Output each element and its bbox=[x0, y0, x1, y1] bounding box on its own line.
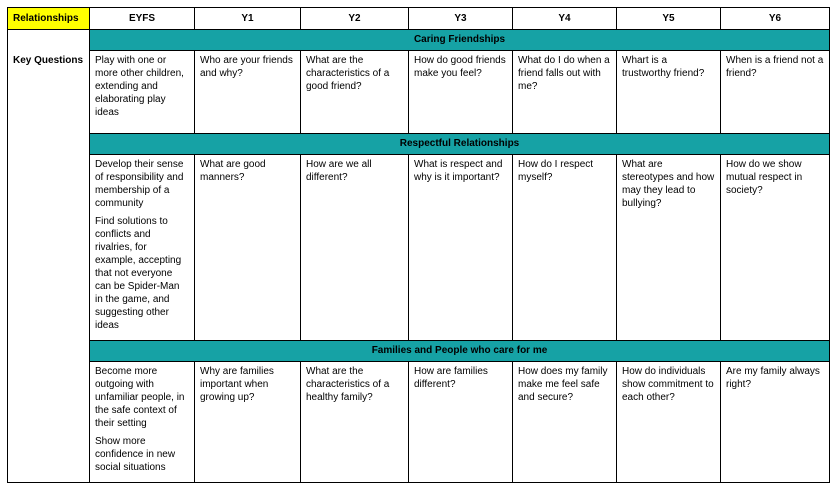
question-cell bbox=[409, 155, 513, 341]
topic-header: Relationships bbox=[8, 8, 90, 30]
question-cell bbox=[90, 362, 195, 483]
question-text: When is a friend not a friend? bbox=[726, 55, 824, 79]
questions-row bbox=[8, 51, 830, 134]
question-cell bbox=[195, 51, 301, 134]
section-band-row bbox=[8, 30, 830, 51]
year-header: Y2 bbox=[301, 8, 409, 30]
question-text: How do we show mutual respect in society? bbox=[726, 159, 803, 196]
question-cell bbox=[721, 155, 830, 341]
year-header: EYFS bbox=[90, 8, 195, 30]
question-cell bbox=[90, 51, 195, 134]
year-header: Y3 bbox=[409, 8, 513, 30]
question-cell bbox=[409, 362, 513, 483]
questions-row bbox=[8, 155, 830, 341]
section-title: Families and People who care for me bbox=[90, 341, 830, 362]
question-cell bbox=[301, 51, 409, 134]
section-band-row bbox=[8, 134, 830, 155]
question-cell bbox=[409, 51, 513, 134]
question-text: How do individuals show commitment to each other? bbox=[622, 366, 714, 403]
question-text: Why are families important when growing up? bbox=[200, 366, 274, 403]
year-header: Y1 bbox=[195, 8, 301, 30]
question-cell bbox=[513, 155, 617, 341]
relationships-curriculum-table bbox=[7, 7, 830, 483]
question-cell bbox=[617, 362, 721, 483]
question-cell bbox=[513, 51, 617, 134]
blank-cell bbox=[8, 155, 90, 341]
question-text: What are stereotypes and how may they lead to bullying? bbox=[622, 159, 715, 209]
year-header: Y6 bbox=[721, 8, 830, 30]
question-cell bbox=[513, 362, 617, 483]
blank-cell bbox=[8, 134, 90, 155]
question-text: Are my family always right? bbox=[726, 366, 820, 390]
question-text: Play with one or more other children, extending and elaborating play ideas bbox=[95, 55, 184, 118]
question-text: What is respect and why is it important? bbox=[414, 159, 503, 183]
question-text: How are we all different? bbox=[306, 159, 372, 183]
question-text: What are the characteristics of a healthy family? bbox=[306, 366, 390, 403]
question-cell bbox=[721, 362, 830, 483]
row-label: Key Questions bbox=[8, 51, 90, 134]
question-text: Whart is a trustworthy friend? bbox=[622, 55, 705, 79]
blank-cell bbox=[8, 30, 90, 51]
question-text: Become more outgoing with unfamiliar people, in the safe context of their setting bbox=[95, 366, 185, 429]
question-cell bbox=[301, 155, 409, 341]
question-cell bbox=[195, 155, 301, 341]
question-cell bbox=[617, 51, 721, 134]
question-text: Who are your friends and why? bbox=[200, 55, 293, 79]
question-cell bbox=[617, 155, 721, 341]
header-row bbox=[8, 8, 830, 30]
section-title: Caring Friendships bbox=[90, 30, 830, 51]
question-cell bbox=[301, 362, 409, 483]
question-cell bbox=[721, 51, 830, 134]
section-band-row bbox=[8, 341, 830, 362]
section-title: Respectful Relationships bbox=[90, 134, 830, 155]
question-text: Find solutions to conflicts and rivalries, for example, accepting that not everyone can be Spider-Man in the game, and suggesting other ideas bbox=[95, 216, 182, 331]
question-text: How does my family make me feel safe and secure? bbox=[518, 366, 608, 403]
question-text: Develop their sense of responsibility and membership of a community bbox=[95, 159, 184, 209]
blank-cell bbox=[8, 362, 90, 483]
question-text: What are the characteristics of a good friend? bbox=[306, 55, 390, 92]
question-text: What are good manners? bbox=[200, 159, 266, 183]
question-text: How do I respect myself? bbox=[518, 159, 594, 183]
question-text: What do I do when a friend falls out with me? bbox=[518, 55, 610, 92]
year-header: Y5 bbox=[617, 8, 721, 30]
question-cell bbox=[195, 362, 301, 483]
questions-row bbox=[8, 362, 830, 483]
year-header: Y4 bbox=[513, 8, 617, 30]
question-text: Show more confidence in new social situations bbox=[95, 436, 176, 473]
question-text: How do good friends make you feel? bbox=[414, 55, 506, 79]
blank-cell bbox=[8, 341, 90, 362]
question-text: How are families different? bbox=[414, 366, 488, 390]
curriculum-table-container bbox=[7, 7, 830, 483]
question-cell bbox=[90, 155, 195, 341]
